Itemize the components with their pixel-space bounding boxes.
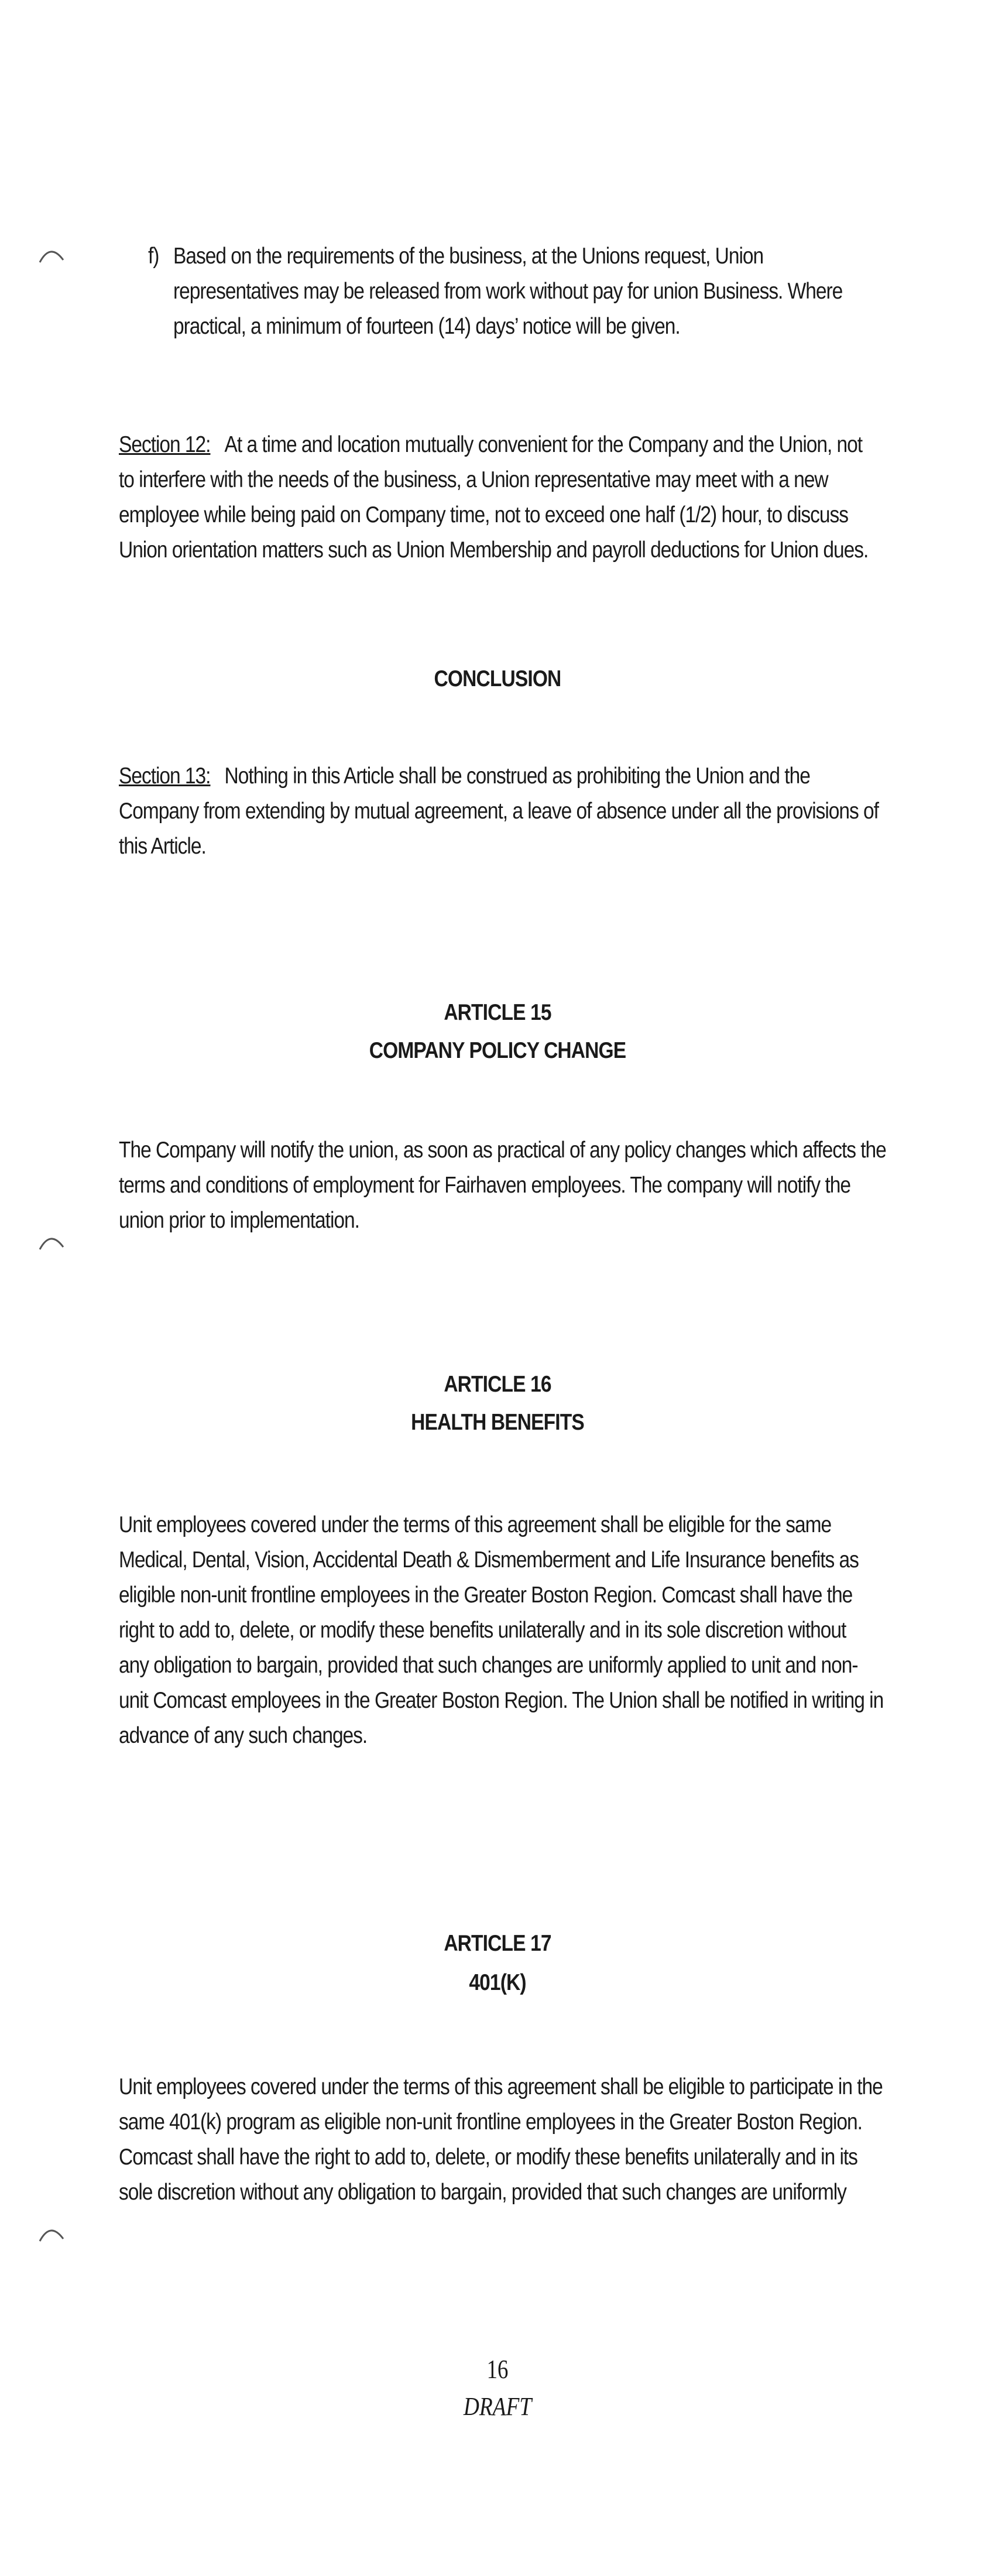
article-15-number: ARTICLE 15 [444, 1000, 551, 1025]
draft-label: DRAFT [463, 2392, 532, 2421]
margin-mark-icon [37, 242, 66, 266]
section-12: Section 12: At a time and location mutually convenient for the Company and the Union, not to interfere with the needs of the business, a Union representative may meet with a new employee while being paid on Company time, not to exceed one half (1/2) hour, to discuss Union orientation matters such as Union Membership and payroll deductions for Union dues. [119, 432, 869, 563]
margin-mark-icon [37, 2221, 66, 2245]
article-15-title: COMPANY POLICY CHANGE [369, 1038, 626, 1063]
article-16-title: HEALTH BENEFITS [411, 1410, 584, 1435]
article-16-number: ARTICLE 16 [444, 1372, 551, 1397]
list-item-f: f) Based on the requirements of the business, at the Unions request, Union representatives may be released from work without pay for union Business. Where practical, a minimum of fourteen (14) days’ notice will be given. [148, 239, 927, 344]
article-16-body: Unit employees covered under the terms of this agreement shall be eligible for the same Medical, Dental, Vision, Accidental Death & Dismemberment and Life Insurance benefits as eligible non-unit frontline employees in the Greater Boston Region. Comcast shall have the right to add to, delete, or modify these benefits unilaterally and in its sole discretion without any obligation to bargain, provided that such changes are uniformly applied to unit and non- unit Comcast employees in the Greater Boston Region. The Union shall be notified in writing in advance of any such changes. [119, 1512, 884, 1748]
article-15-body: The Company will notify the union, as soon as practical of any policy changes which affects the terms and conditions of employment for Fairhaven employees. The company will notify the union prior to implementation. [119, 1138, 886, 1233]
article-17-title: 401(K) [469, 1970, 526, 1995]
list-item-label: f) [148, 244, 159, 269]
section-13: Section 13: Nothing in this Article shall be construed as prohibiting the Union and the Company from extending by mutual agreement, a leave of absence under all the provisions of this Article. [119, 763, 879, 859]
page-number: 16 [486, 2354, 509, 2384]
margin-mark-icon [37, 1229, 66, 1253]
article-17-number: ARTICLE 17 [444, 1931, 551, 1956]
article-17-body: Unit employees covered under the terms of this agreement shall be eligible to participate in the same 401(k) program as eligible non-unit frontline employees in the Greater Boston Region. Comcast shall have the right to add to, delete, or modify these benefits unilaterally and in its sole discretion without any obligation to bargain, provided that such changes are uniformly [119, 2074, 883, 2205]
section-label: Section 12: [119, 432, 211, 457]
section-label: Section 13: [119, 763, 211, 789]
conclusion-heading: CONCLUSION [434, 666, 561, 691]
